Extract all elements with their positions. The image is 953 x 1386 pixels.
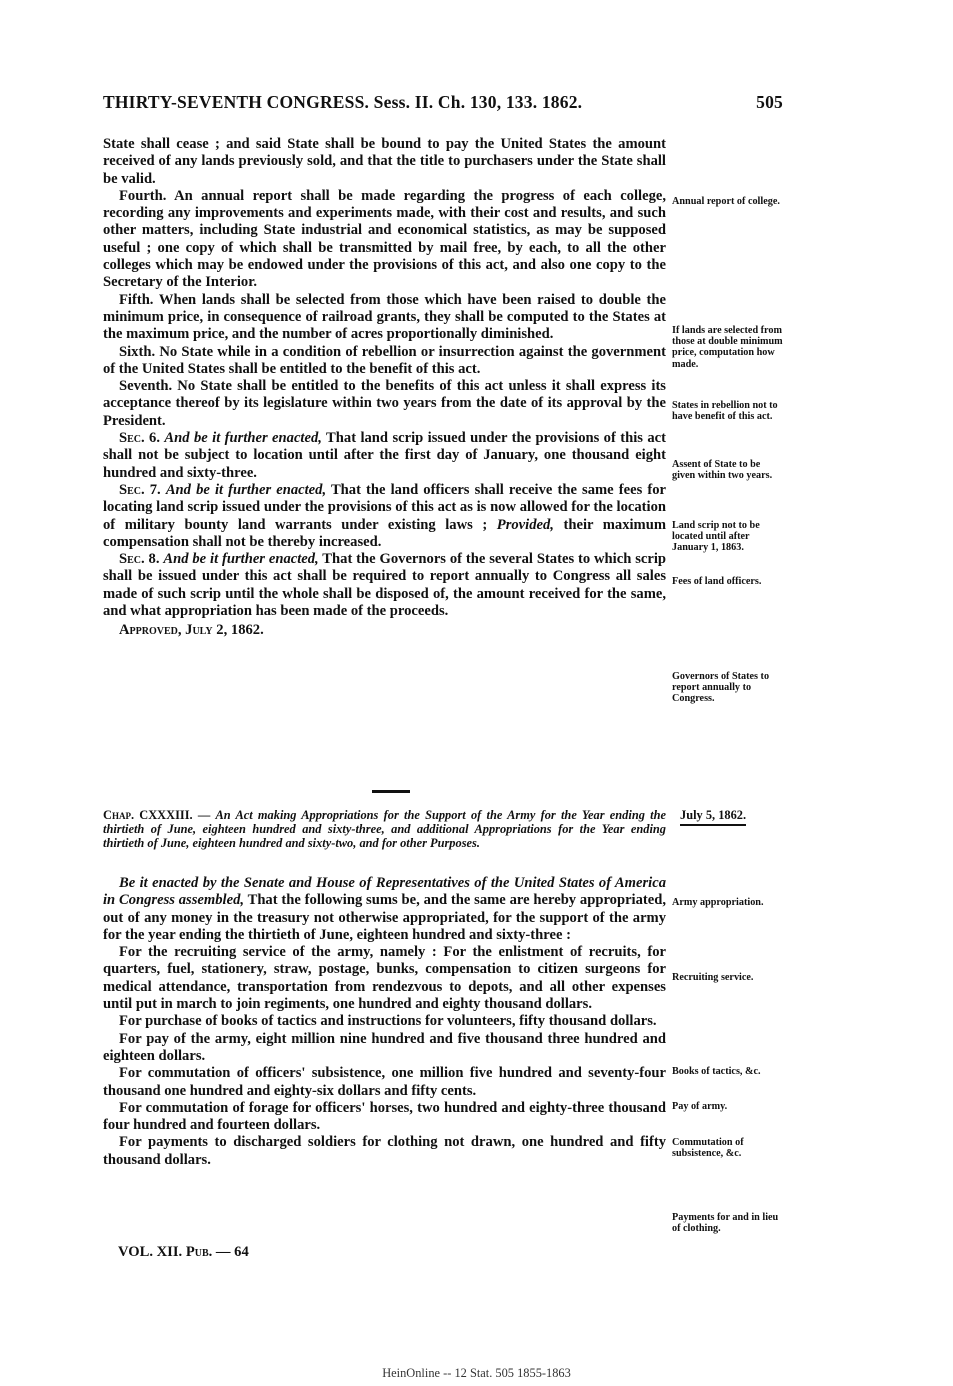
section-6-enacting: And be it further enacted, (164, 430, 322, 447)
margin-note-assent: Assent of State to be given within two years. (672, 459, 773, 482)
lower-body-text (103, 875, 666, 1169)
page-number: 505 (756, 92, 783, 112)
section-8-enacting: And be it further enacted, (163, 551, 319, 568)
upper-body-text (103, 136, 666, 640)
paragraph-fifth: Fifth. When lands shall be selected from those which have been raised to double the minimum price, in consequence of railroad grants, they shall be computed to the States at the maximum price, and the number of acres proportionally diminished. (103, 291, 666, 343)
paragraph-seventh: Seventh. No State shall be entitled to the benefits of this act unless it shall express its acceptance thereof by its legislature within two years from the date of its approval by the President. (103, 378, 666, 429)
margin-note-recruiting: Recruiting service. (672, 972, 754, 983)
paragraph-recruiting: For the recruiting service of the army, namely : For the enlistment of recruits, for quarters, fuel, stationery, straw, postage, bunks, compensation to citizen surgeons for medical attendance, transportation from rendezvous to depots, and all other expenses until put in march to join regiments, one hundred and eighty thousand dollars. (103, 944, 666, 1013)
paragraph-sixth: Sixth. No State while in a condition of rebellion or insurrection against the government of the United States shall be entitled to the benefit of this act. (103, 343, 666, 377)
section-divider-rule (372, 790, 410, 793)
paragraph-continuation: State shall cease ; and said State shall be bound to pay the United States the amount received of any lands previously sold, and that the title to purchasers under the State shall be valid. (103, 136, 666, 187)
margin-note-land-scrip: Land scrip not to be located until after January 1, 1863. (672, 520, 760, 554)
section-7-text-2: their maximum compensation shall not be thereby increased. (103, 516, 666, 550)
margin-note-clothing: Payments for and in lieu of clothing. (672, 1212, 779, 1235)
margin-note-rebellion: States in rebellion not to have benefit of this act. (672, 400, 778, 423)
paragraph-forage: For commutation of forage for officers' horses, two hundred and eighty-three thousand four hundred and fourteen dollars. (103, 1099, 666, 1134)
paragraph-pay: For pay of the army, eight million nine hundred and five thousand three hundred and eighteen dollars. (103, 1030, 666, 1064)
paragraph-fourth: Fourth. An annual report shall be made regarding the progress of each college, recording any improvements and experiments made, with their cost and results, and such other matters, including State industrial and economical statistics, as may be supposed useful ; one copy of which shall be transmitted by mail free, by each, to all the other colleges which may be endowed under the provisions of this act, and also one copy to the Secretary of the Interior. (103, 187, 666, 291)
chapter-title: An Act making Appropriations for the Support of the Army for the Year ending the thirtieth of June, eighteen hundred and sixty-three, and additional Appropriations for the Year ending thirtieth of June, eighteen hundred and sixty-two, and for other Purposes. (103, 808, 666, 850)
lower-margin-notes (672, 0, 784, 1260)
paragraph-clothing: For payments to discharged soldiers for clothing not drawn, one hundred and fifty thousand dollars. (103, 1134, 666, 1168)
enacting-clause-italic: Be it enacted by the Senate and House of Representatives of the United States of America in Congress assembled, (103, 875, 666, 909)
chapter-date: July 5, 1862. (680, 808, 746, 826)
paragraph-books: For purchase of books of tactics and instructions for volunteers, fifty thousand dollars. (119, 1013, 657, 1030)
chapter-heading (103, 808, 666, 850)
section-7 (103, 482, 666, 551)
enacting-clause-text: That the following sums be, and the same are hereby appropriated, out of any money in the treasury not otherwise appropriated, for the support of the army for the year ending the thirtieth of June, eighteen hundred and sixty-three : (103, 892, 667, 943)
section-8 (103, 551, 666, 620)
section-6-number: Sec. 6. (119, 430, 161, 447)
margin-note-annual-report: Annual report of college. (672, 196, 780, 207)
section-8-text: That the Governors of the several States to which scrip shall be issued under this act shall be required to report annually to Congress all sales made of such scrip until the whole shall be disposed of, the amount received for the same, and what appropriation has been made of the proceeds. (103, 551, 666, 620)
margin-note-fees: Fees of land officers. (672, 576, 762, 587)
chapter-number: Chap. CXXXIII. — (103, 808, 211, 822)
source-citation: HeinOnline -- 12 Stat. 505 1855-1863 (382, 1366, 571, 1380)
section-6 (103, 430, 666, 482)
section-7-number: Sec. 7. (119, 481, 161, 498)
volume-signature: VOL. XII. Pub. — 64 (118, 1244, 249, 1260)
margin-note-army-appropriation: Army appropriation. (672, 897, 764, 908)
margin-note-lands-selected: If lands are selected from those at double minimum price, computation how made. (672, 325, 783, 370)
header-title: THIRTY-SEVENTH CONGRESS. Sess. II. Ch. 130, 133. 1862. (103, 92, 583, 112)
approved-line: Approved, July 2, 1862. (119, 622, 264, 639)
margin-note-governors: Governors of States to report annually to Congress. (672, 671, 770, 705)
margin-note-pay: Pay of army. (672, 1101, 728, 1112)
section-7-proviso: Provided, (496, 516, 554, 533)
section-6-text: That land scrip issued under the provisions of this act shall not be subject to location until after the first day of January, one thousand eight hundred and sixty-three. (103, 430, 666, 481)
section-7-text: That the land officers shall receive the same fees for locating land scrip issued under the provisions of this act as is now allowed for the location of military bounty land warrants under existing laws ; (103, 481, 666, 533)
enacting-clause (103, 875, 666, 944)
paragraph-subsistence: For commutation of officers' subsistence, one million five hundred and seventy-four thousand one hundred and eighty-six dollars and fifty cents. (103, 1065, 666, 1099)
margin-note-subsistence: Commutation of subsistence, &c. (672, 1137, 744, 1160)
section-8-number: Sec. 8. (119, 551, 160, 568)
section-7-enacting: And be it further enacted, (165, 481, 327, 498)
margin-note-books: Books of tactics, &c. (672, 1066, 761, 1077)
